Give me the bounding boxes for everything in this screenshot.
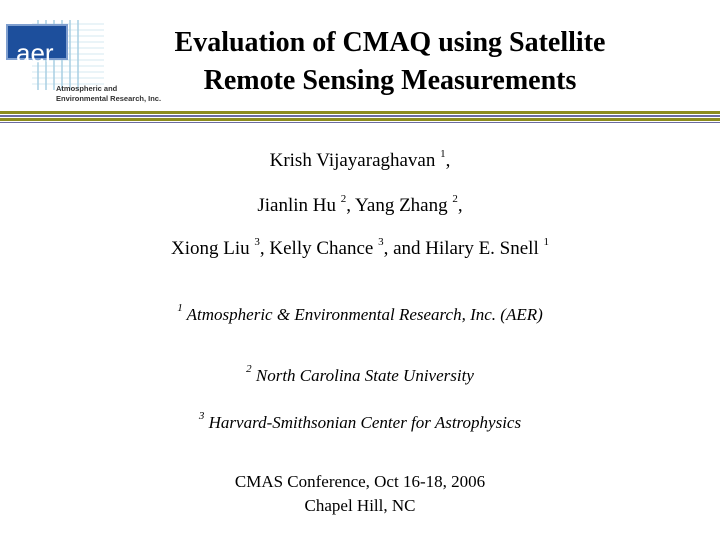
author-text: Krish Vijayaraghavan bbox=[269, 150, 441, 171]
rule-stripe bbox=[0, 115, 720, 117]
logo-subtitle-line2: Environmental Research, Inc. bbox=[56, 94, 162, 103]
title-line1: Evaluation of CMAQ using Satellite bbox=[174, 27, 606, 58]
conference-location: Chapel Hill, NC bbox=[304, 496, 416, 515]
slide-title bbox=[110, 24, 670, 100]
author-text: , bbox=[445, 150, 451, 171]
rule-stripe bbox=[0, 111, 720, 114]
author-affil-sup: 2 bbox=[340, 192, 347, 205]
affiliation-3 bbox=[0, 410, 720, 433]
author-text: Jianlin Hu bbox=[257, 195, 341, 216]
author-affil-sup: 1 bbox=[440, 147, 446, 160]
logo-badge bbox=[6, 24, 68, 68]
author-line-1 bbox=[0, 147, 720, 172]
affiliation-name: North Carolina State University bbox=[251, 366, 474, 385]
rule-stripe bbox=[0, 122, 720, 123]
rule-stripe bbox=[0, 118, 720, 121]
affiliation-name: Harvard-Smithsonian Center for Astrophysics bbox=[204, 413, 522, 432]
affiliation-number: 1 bbox=[177, 302, 183, 315]
affiliation-number: 2 bbox=[246, 363, 252, 376]
author-text: , bbox=[457, 195, 463, 216]
author-affil-sup: 1 bbox=[543, 235, 549, 248]
author-affil-sup: 3 bbox=[378, 235, 384, 248]
author-affil-sup: 2 bbox=[452, 192, 458, 205]
affiliation-1 bbox=[0, 302, 720, 325]
conference-name: CMAS Conference, Oct 16-18, 2006 bbox=[234, 472, 486, 491]
affiliation-2 bbox=[0, 363, 720, 386]
author-text: Xiong Liu bbox=[171, 238, 255, 259]
affiliation-name: Atmospheric & Environmental Research, Inc. (AER) bbox=[182, 305, 543, 324]
author-line-2 bbox=[0, 192, 720, 217]
author-affil-sup: 3 bbox=[254, 235, 260, 248]
title-line2: Remote Sensing Measurements bbox=[203, 65, 577, 96]
author-line-3 bbox=[0, 235, 720, 260]
affiliation-number: 3 bbox=[198, 410, 205, 423]
author-text: , Kelly Chance bbox=[259, 238, 379, 259]
author-text: , Yang Zhang bbox=[346, 195, 453, 216]
author-text: , and Hilary E. Snell bbox=[383, 238, 544, 259]
logo-word: aer bbox=[16, 38, 54, 68]
logo-subtitle-line1: Atmospheric and bbox=[56, 84, 118, 93]
header-rule bbox=[0, 111, 720, 124]
